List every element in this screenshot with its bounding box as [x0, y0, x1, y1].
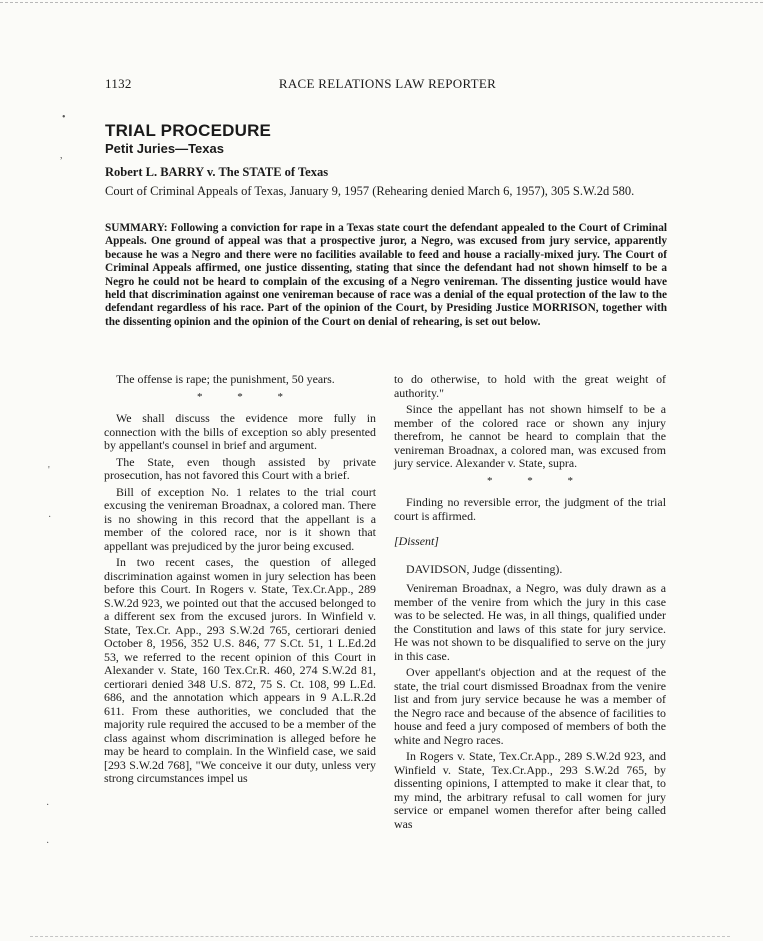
paragraph: In two recent cases, the question of alleged discrimination against women in jury selection has been before this Court. In Rogers v. State, Tex.Cr.App., 289 S.W.2d 923, we pointed out that the accused belonged to a different sex from the excused jurors. In Winfield v. State, Tex.Cr. App., 293 S.W.2d 765, certiorari denied October 8, 1956, 352 U.S. 846, 77 S.Ct. 51, 1 L.Ed.2d 53, we referred to the recent opinion of this Court in Alexander v. State, 160 Tex.Cr.R. 460, 274 S.W.2d 81, certiorari denied 348 U.S. 872, 75 S. Ct. 108, 99 L.Ed. 686, and the annotation which appears in 9 A.L.R.2d 611. From these authorities, we concluded that the majority rule required the accused to be a member of the class against whom discrimination is alleged before he may be heard to complain. In the Winfield case, we said [293 S.W.2d 768], "We conceive it our duty, unless very strong circumstances impel us [104, 555, 376, 785]
paragraph: The State, even though assisted by private prosecution, has not favored this Court with a brief. [104, 454, 376, 482]
journal-title: RACE RELATIONS LAW REPORTER [278, 76, 497, 91]
paragraph: We shall discuss the evidence more fully in connection with the bills of exception so ably presented by appellant's counsel in brief and argument. [104, 411, 376, 452]
case-caption: Robert L. BARRY v. The STATE of Texas [105, 165, 329, 179]
paragraph: The offense is rape; the punishment, 50 years. [116, 372, 335, 386]
paragraph: Bill of exception No. 1 relates to the trial court excusing the venireman Broadnax, a colored man. There is no showing in this record that the appellant is a member of the colored race, nor is it shown that appellant was prejudiced by the juror being excused. [104, 484, 376, 553]
margin-speck: · [48, 512, 52, 523]
margin-speck: ' [48, 465, 50, 476]
paragraph: Over appellant's objection and at the request of the state, the trial court dismissed Broadnax from the venire list and from jury service because he was a member of the Negro race and because of the absence of facilities to house and feed a jury composed of members of both the white and Negro races. [394, 665, 666, 747]
case-citation: Court of Criminal Appeals of Texas, January 9, 1957 (Rehearing denied March 6, 1957), 305 S.W.2d 580. [105, 184, 635, 198]
margin-speck: · [46, 800, 50, 811]
margin-speck: , [60, 150, 63, 161]
paragraph: Finding no reversible error, the judgment of the trial court is affirmed. [394, 495, 666, 523]
paragraph: Venireman Broadnax, a Negro, was duly drawn as a member of the venire from which the jury in this case was to be selected. He was, in all things, qualified under the Constitution and laws of this state for jury service. He was not shown to be disqualified to serve on the jury in this case. [394, 581, 666, 663]
left-column [104, 373, 376, 789]
paragraph: Since the appellant has not shown himself to be a member of the colored race or shown any injury therefrom, he cannot be heard to complain that the venireman Broadnax, a colored man, was excused from jury service. Alexander v. State, supra. [394, 402, 666, 470]
bottom-edge-rule [30, 936, 730, 937]
case-summary: SUMMARY: Following a conviction for rape in a Texas state court the defendant appealed to the Court of Criminal Appeals. One ground of appeal was that a prospective juror, a Negro, was excused from jury service, apparently because he was a Negro and there were no facilities available to feed and house a racially-mixed jury. The Court of Criminal Appeals affirmed, one justice dissenting, stating that since the defendant had not shown himself to be a Negro he could not be heard to complain of the excusing of a Negro venireman. The dissenting justice would have held that discrimination against one venireman because of race was a denial of the equal protection of the law to the defendant regardless of his race. Part of the opinion of the Court, by Presiding Justice MORRISON, together with the dissenting opinion and the opinion of the Court on denial of rehearing, is set out below. [105, 222, 667, 328]
margin-speck: • [62, 112, 66, 123]
judge-heading: DAVIDSON, Judge (dissenting). [406, 561, 563, 576]
paragraph: to do otherwise, to hold with the great weight of authority." [394, 372, 666, 400]
right-column [394, 373, 666, 834]
dissent-label: [Dissent] [394, 534, 439, 548]
paragraph: In Rogers v. State, Tex.Cr.App., 289 S.W.2d 923, and Winfield v. State, Tex.Cr.App., 293 S.W.2d 765, by dissenting opinions, I attempted to make it clear that, to my mind, the arbitrary refusal to call women for jury service or empanel women therefor after being called was [394, 749, 666, 831]
top-edge-rule [0, 2, 763, 3]
margin-speck: · [46, 838, 50, 849]
page-number: 1132 [105, 76, 132, 91]
running-header [105, 76, 670, 94]
section-break-asterisks: * * * [197, 390, 299, 403]
section-break-asterisks: * * * [487, 474, 589, 487]
section-title: TRIAL PROCEDURE [105, 121, 272, 140]
subsection-title: Petit Juries—Texas [105, 141, 224, 156]
